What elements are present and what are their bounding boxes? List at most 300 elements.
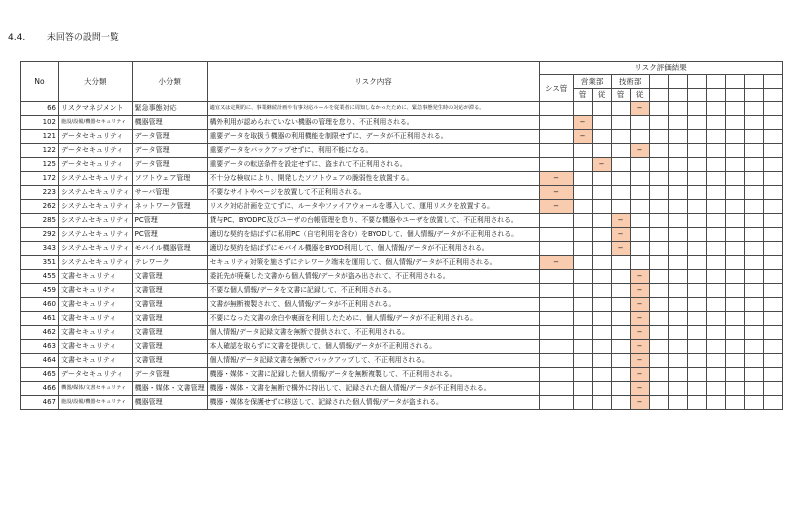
result-cell	[668, 354, 687, 368]
result-cell	[725, 228, 744, 242]
result-cell	[687, 116, 706, 130]
result-cell	[539, 312, 573, 326]
result-cell	[725, 270, 744, 284]
result-cell	[687, 172, 706, 186]
result-cell	[725, 130, 744, 144]
row-major-category: 文書セキュリティ	[59, 270, 133, 284]
result-cell	[706, 186, 725, 200]
result-cell	[592, 298, 611, 312]
row-no: 466	[21, 382, 59, 396]
table-row	[21, 144, 783, 158]
result-cell	[668, 270, 687, 284]
section-title: 未回答の設問一覧	[46, 33, 119, 43]
header-sales-staff: 従	[592, 89, 611, 102]
row-no: 465	[21, 368, 59, 382]
result-cell	[668, 396, 687, 410]
risk-mark-cell: −	[539, 172, 573, 186]
result-cell	[725, 200, 744, 214]
result-cell	[630, 214, 649, 228]
result-cell	[706, 228, 725, 242]
result-cell	[573, 242, 592, 256]
result-cell	[744, 158, 763, 172]
result-cell	[725, 312, 744, 326]
row-no: 172	[21, 172, 59, 186]
result-cell	[744, 130, 763, 144]
result-cell	[725, 340, 744, 354]
result-cell	[725, 326, 744, 340]
table-row	[21, 326, 783, 340]
result-cell	[573, 214, 592, 228]
result-cell	[763, 270, 782, 284]
result-cell	[649, 312, 668, 326]
table-row	[21, 396, 783, 410]
result-cell	[763, 228, 782, 242]
result-cell	[611, 130, 630, 144]
row-no: 223	[21, 186, 59, 200]
result-cell	[725, 242, 744, 256]
result-cell	[649, 242, 668, 256]
result-cell	[539, 158, 573, 172]
result-cell	[706, 242, 725, 256]
header-blank	[706, 89, 725, 102]
result-cell	[539, 368, 573, 382]
header-sales-manager: 管	[573, 89, 592, 102]
result-cell	[668, 228, 687, 242]
result-cell	[744, 396, 763, 410]
result-cell	[668, 382, 687, 396]
row-major-category: データセキュリティ	[59, 158, 133, 172]
row-no: 292	[21, 228, 59, 242]
result-cell	[592, 396, 611, 410]
table-row	[21, 312, 783, 326]
row-minor-category: PC管理	[132, 214, 207, 228]
result-cell	[706, 256, 725, 270]
table-row	[21, 130, 783, 144]
risk-mark-cell: −	[630, 368, 649, 382]
result-cell	[630, 158, 649, 172]
result-cell	[706, 172, 725, 186]
result-cell	[706, 354, 725, 368]
result-cell	[539, 130, 573, 144]
result-cell	[763, 116, 782, 130]
row-risk-content: 適宜又は定期的に、事業継続計画や有事対応ルールを従業者に周知しなかったために、緊急事態発生時の対応が滞る。	[207, 102, 539, 116]
result-cell	[706, 298, 725, 312]
result-cell	[539, 354, 573, 368]
header-sales-dept: 営業部	[573, 75, 611, 89]
row-no: 351	[21, 256, 59, 270]
result-cell	[592, 102, 611, 116]
risk-mark-cell: −	[630, 298, 649, 312]
row-no: 262	[21, 200, 59, 214]
row-major-category: 文書セキュリティ	[59, 312, 133, 326]
result-cell	[573, 326, 592, 340]
table-row	[21, 228, 783, 242]
row-major-category: リスクマネジメント	[59, 102, 133, 116]
row-minor-category: 文書管理	[132, 270, 207, 284]
result-cell	[706, 130, 725, 144]
row-minor-category: テレワーク	[132, 256, 207, 270]
result-cell	[725, 186, 744, 200]
row-major-category: 施設/設備/機器セキュリティ	[59, 396, 133, 410]
row-risk-content: 機器・媒体・文書に記録した個人情報/データを無断複製して、不正利用される。	[207, 368, 539, 382]
row-minor-category: 文書管理	[132, 354, 207, 368]
row-major-category: データセキュリティ	[59, 130, 133, 144]
result-cell	[744, 270, 763, 284]
result-cell	[687, 326, 706, 340]
result-cell	[668, 214, 687, 228]
risk-mark-cell: −	[592, 158, 611, 172]
result-cell	[706, 340, 725, 354]
row-minor-category: データ管理	[132, 130, 207, 144]
risk-mark-cell: −	[630, 354, 649, 368]
row-risk-content: 適切な契約を結ばずにモバイル機器をBYOD利用して、個人情報/データが不正利用される。	[207, 242, 539, 256]
result-cell	[763, 214, 782, 228]
row-no: 464	[21, 354, 59, 368]
row-major-category: 文書セキュリティ	[59, 298, 133, 312]
result-cell	[611, 158, 630, 172]
table-row	[21, 354, 783, 368]
header-blank	[725, 89, 744, 102]
result-cell	[592, 186, 611, 200]
result-cell	[668, 144, 687, 158]
row-minor-category: 緊急事態対応	[132, 102, 207, 116]
result-cell	[668, 172, 687, 186]
result-cell	[687, 340, 706, 354]
result-cell	[687, 298, 706, 312]
result-cell	[687, 396, 706, 410]
header-blank	[763, 75, 782, 89]
result-cell	[611, 200, 630, 214]
result-cell	[706, 368, 725, 382]
result-cell	[706, 312, 725, 326]
result-cell	[706, 382, 725, 396]
result-cell	[573, 312, 592, 326]
table-row	[21, 298, 783, 312]
result-cell	[725, 256, 744, 270]
result-cell	[706, 116, 725, 130]
result-cell	[725, 214, 744, 228]
table-row	[21, 270, 783, 284]
risk-mark-cell: −	[630, 312, 649, 326]
result-cell	[763, 102, 782, 116]
result-cell	[649, 284, 668, 298]
result-cell	[706, 214, 725, 228]
section-heading	[8, 30, 119, 43]
result-cell	[611, 102, 630, 116]
row-no: 285	[21, 214, 59, 228]
result-cell	[539, 102, 573, 116]
result-cell	[539, 144, 573, 158]
result-cell	[668, 158, 687, 172]
result-cell	[668, 242, 687, 256]
result-cell	[611, 326, 630, 340]
result-cell	[573, 396, 592, 410]
result-cell	[539, 270, 573, 284]
result-cell	[611, 340, 630, 354]
result-cell	[668, 102, 687, 116]
result-cell	[763, 200, 782, 214]
result-cell	[687, 354, 706, 368]
row-major-category: データセキュリティ	[59, 368, 133, 382]
row-risk-content: 不十分な検収により、開発したソフトウェアの脆弱性を放置する。	[207, 172, 539, 186]
result-cell	[668, 130, 687, 144]
row-major-category: 文書セキュリティ	[59, 340, 133, 354]
header-blank	[744, 75, 763, 89]
row-major-category: システムセキュリティ	[59, 256, 133, 270]
risk-mark-cell: −	[611, 228, 630, 242]
header-blank	[649, 75, 668, 89]
row-risk-content: 重要データをバックアップせずに、利用不能になる。	[207, 144, 539, 158]
result-cell	[630, 130, 649, 144]
row-minor-category: 機器・媒体・文書管理	[132, 382, 207, 396]
result-cell	[744, 340, 763, 354]
result-cell	[649, 326, 668, 340]
result-cell	[592, 270, 611, 284]
row-minor-category: 文書管理	[132, 298, 207, 312]
row-major-category: システムセキュリティ	[59, 186, 133, 200]
result-cell	[611, 396, 630, 410]
result-cell	[592, 144, 611, 158]
result-cell	[706, 326, 725, 340]
header-minor-category: 小分類	[132, 62, 207, 102]
result-cell	[649, 214, 668, 228]
result-cell	[668, 186, 687, 200]
result-cell	[687, 256, 706, 270]
risk-mark-cell: −	[630, 144, 649, 158]
result-cell	[668, 326, 687, 340]
result-cell	[668, 298, 687, 312]
result-cell	[573, 298, 592, 312]
row-no: 467	[21, 396, 59, 410]
result-cell	[763, 256, 782, 270]
result-cell	[592, 228, 611, 242]
row-major-category: 文書セキュリティ	[59, 354, 133, 368]
result-cell	[725, 144, 744, 158]
result-cell	[630, 172, 649, 186]
header-tech-staff: 従	[630, 89, 649, 102]
row-risk-content: 委託先が廃棄した文書から個人情報/データが盗み出されて、不正利用される。	[207, 270, 539, 284]
row-major-category: 文書セキュリティ	[59, 284, 133, 298]
result-cell	[763, 284, 782, 298]
result-cell	[573, 256, 592, 270]
header-no: No	[21, 62, 59, 102]
result-cell	[630, 186, 649, 200]
result-cell	[592, 116, 611, 130]
row-risk-content: 文書が無断複製されて、個人情報/データが不正利用される。	[207, 298, 539, 312]
result-cell	[592, 368, 611, 382]
risk-mark-cell: −	[539, 256, 573, 270]
unanswered-questions-table	[20, 61, 783, 410]
header-tech-dept: 技術部	[611, 75, 649, 89]
result-cell	[744, 172, 763, 186]
table-row	[21, 116, 783, 130]
result-cell	[687, 186, 706, 200]
row-major-category: システムセキュリティ	[59, 228, 133, 242]
row-risk-content: 本人確認を取らずに文書を提供して、個人情報/データが不正利用される。	[207, 340, 539, 354]
result-cell	[611, 270, 630, 284]
result-cell	[763, 382, 782, 396]
result-cell	[573, 158, 592, 172]
row-major-category: システムセキュリティ	[59, 172, 133, 186]
result-cell	[687, 312, 706, 326]
result-cell	[744, 214, 763, 228]
result-cell	[725, 298, 744, 312]
result-cell	[687, 270, 706, 284]
result-cell	[592, 284, 611, 298]
risk-mark-cell: −	[630, 270, 649, 284]
row-minor-category: サーバ管理	[132, 186, 207, 200]
header-tech-manager: 管	[611, 89, 630, 102]
result-cell	[744, 298, 763, 312]
row-minor-category: データ管理	[132, 368, 207, 382]
result-cell	[668, 116, 687, 130]
result-cell	[725, 102, 744, 116]
row-minor-category: データ管理	[132, 144, 207, 158]
row-minor-category: 機器管理	[132, 396, 207, 410]
row-no: 102	[21, 116, 59, 130]
result-cell	[573, 144, 592, 158]
result-cell	[649, 158, 668, 172]
result-cell	[687, 130, 706, 144]
result-cell	[539, 396, 573, 410]
result-cell	[539, 326, 573, 340]
result-cell	[611, 382, 630, 396]
header-row-1	[21, 62, 783, 75]
result-cell	[649, 200, 668, 214]
result-cell	[573, 382, 592, 396]
row-risk-content: リスク対応計画を立てずに、ルータやファイアウォールを導入して、運用リスクを放置する。	[207, 200, 539, 214]
result-cell	[573, 186, 592, 200]
header-blank	[687, 89, 706, 102]
result-cell	[630, 228, 649, 242]
row-no: 125	[21, 158, 59, 172]
result-cell	[725, 116, 744, 130]
result-cell	[668, 340, 687, 354]
result-cell	[573, 270, 592, 284]
row-risk-content: 不要になった文書の余白や裏面を利用したために、個人情報/データが不正利用される。	[207, 312, 539, 326]
result-cell	[649, 172, 668, 186]
row-risk-content: 不要なサイトやページを放置して不正利用される。	[207, 186, 539, 200]
result-cell	[725, 158, 744, 172]
result-cell	[611, 284, 630, 298]
result-cell	[649, 144, 668, 158]
table-row	[21, 158, 783, 172]
header-blank	[687, 75, 706, 89]
table-row	[21, 340, 783, 354]
result-cell	[763, 396, 782, 410]
risk-mark-cell: −	[630, 396, 649, 410]
row-no: 66	[21, 102, 59, 116]
result-cell	[687, 382, 706, 396]
risk-mark-cell: −	[611, 214, 630, 228]
result-cell	[744, 228, 763, 242]
result-cell	[573, 368, 592, 382]
result-cell	[539, 298, 573, 312]
result-cell	[744, 256, 763, 270]
result-cell	[706, 284, 725, 298]
result-cell	[592, 256, 611, 270]
result-cell	[763, 172, 782, 186]
table-row	[21, 256, 783, 270]
result-cell	[744, 326, 763, 340]
result-cell	[668, 256, 687, 270]
result-cell	[744, 354, 763, 368]
result-cell	[592, 200, 611, 214]
table-row	[21, 200, 783, 214]
risk-mark-cell: −	[630, 340, 649, 354]
row-no: 463	[21, 340, 59, 354]
result-cell	[744, 116, 763, 130]
header-major-category: 大分類	[59, 62, 133, 102]
row-no: 459	[21, 284, 59, 298]
result-cell	[687, 368, 706, 382]
result-cell	[611, 354, 630, 368]
result-cell	[706, 158, 725, 172]
result-cell	[539, 382, 573, 396]
result-cell	[611, 256, 630, 270]
result-cell	[592, 214, 611, 228]
result-cell	[649, 368, 668, 382]
table-row	[21, 214, 783, 228]
result-cell	[592, 130, 611, 144]
result-cell	[706, 270, 725, 284]
result-cell	[611, 368, 630, 382]
row-risk-content: 貸与PC、BYODPC及びユーザの台帳管理を怠り、不要な機器やユーザを放置して、不正利用される。	[207, 214, 539, 228]
row-major-category: システムセキュリティ	[59, 242, 133, 256]
result-cell	[744, 242, 763, 256]
result-cell	[744, 368, 763, 382]
result-cell	[573, 354, 592, 368]
row-risk-content: 機器・媒体を保護せずに移送して、記録された個人情報/データが盗まれる。	[207, 396, 539, 410]
header-risk-content: リスク内容	[207, 62, 539, 102]
row-no: 343	[21, 242, 59, 256]
header-blank	[744, 89, 763, 102]
result-cell	[649, 186, 668, 200]
result-cell	[539, 340, 573, 354]
result-cell	[592, 354, 611, 368]
result-cell	[649, 270, 668, 284]
result-cell	[687, 242, 706, 256]
result-cell	[744, 102, 763, 116]
row-minor-category: ソフトウェア管理	[132, 172, 207, 186]
risk-mark-cell: −	[611, 242, 630, 256]
result-cell	[763, 326, 782, 340]
result-cell	[649, 382, 668, 396]
header-blank	[763, 89, 782, 102]
row-no: 460	[21, 298, 59, 312]
result-cell	[744, 144, 763, 158]
row-risk-content: 構外利用が認められていない機器の管理を怠り、不正利用される。	[207, 116, 539, 130]
result-cell	[630, 256, 649, 270]
table-row	[21, 382, 783, 396]
result-cell	[539, 214, 573, 228]
result-cell	[706, 102, 725, 116]
result-cell	[611, 298, 630, 312]
header-sys-admin: シス管	[539, 75, 573, 102]
row-major-category: 施設/設備/機器セキュリティ	[59, 116, 133, 130]
result-cell	[573, 284, 592, 298]
result-cell	[668, 312, 687, 326]
result-cell	[744, 382, 763, 396]
result-cell	[706, 200, 725, 214]
row-minor-category: モバイル機器管理	[132, 242, 207, 256]
result-cell	[573, 228, 592, 242]
result-cell	[611, 116, 630, 130]
result-cell	[687, 144, 706, 158]
header-blank	[649, 89, 668, 102]
result-cell	[573, 340, 592, 354]
table-row	[21, 186, 783, 200]
